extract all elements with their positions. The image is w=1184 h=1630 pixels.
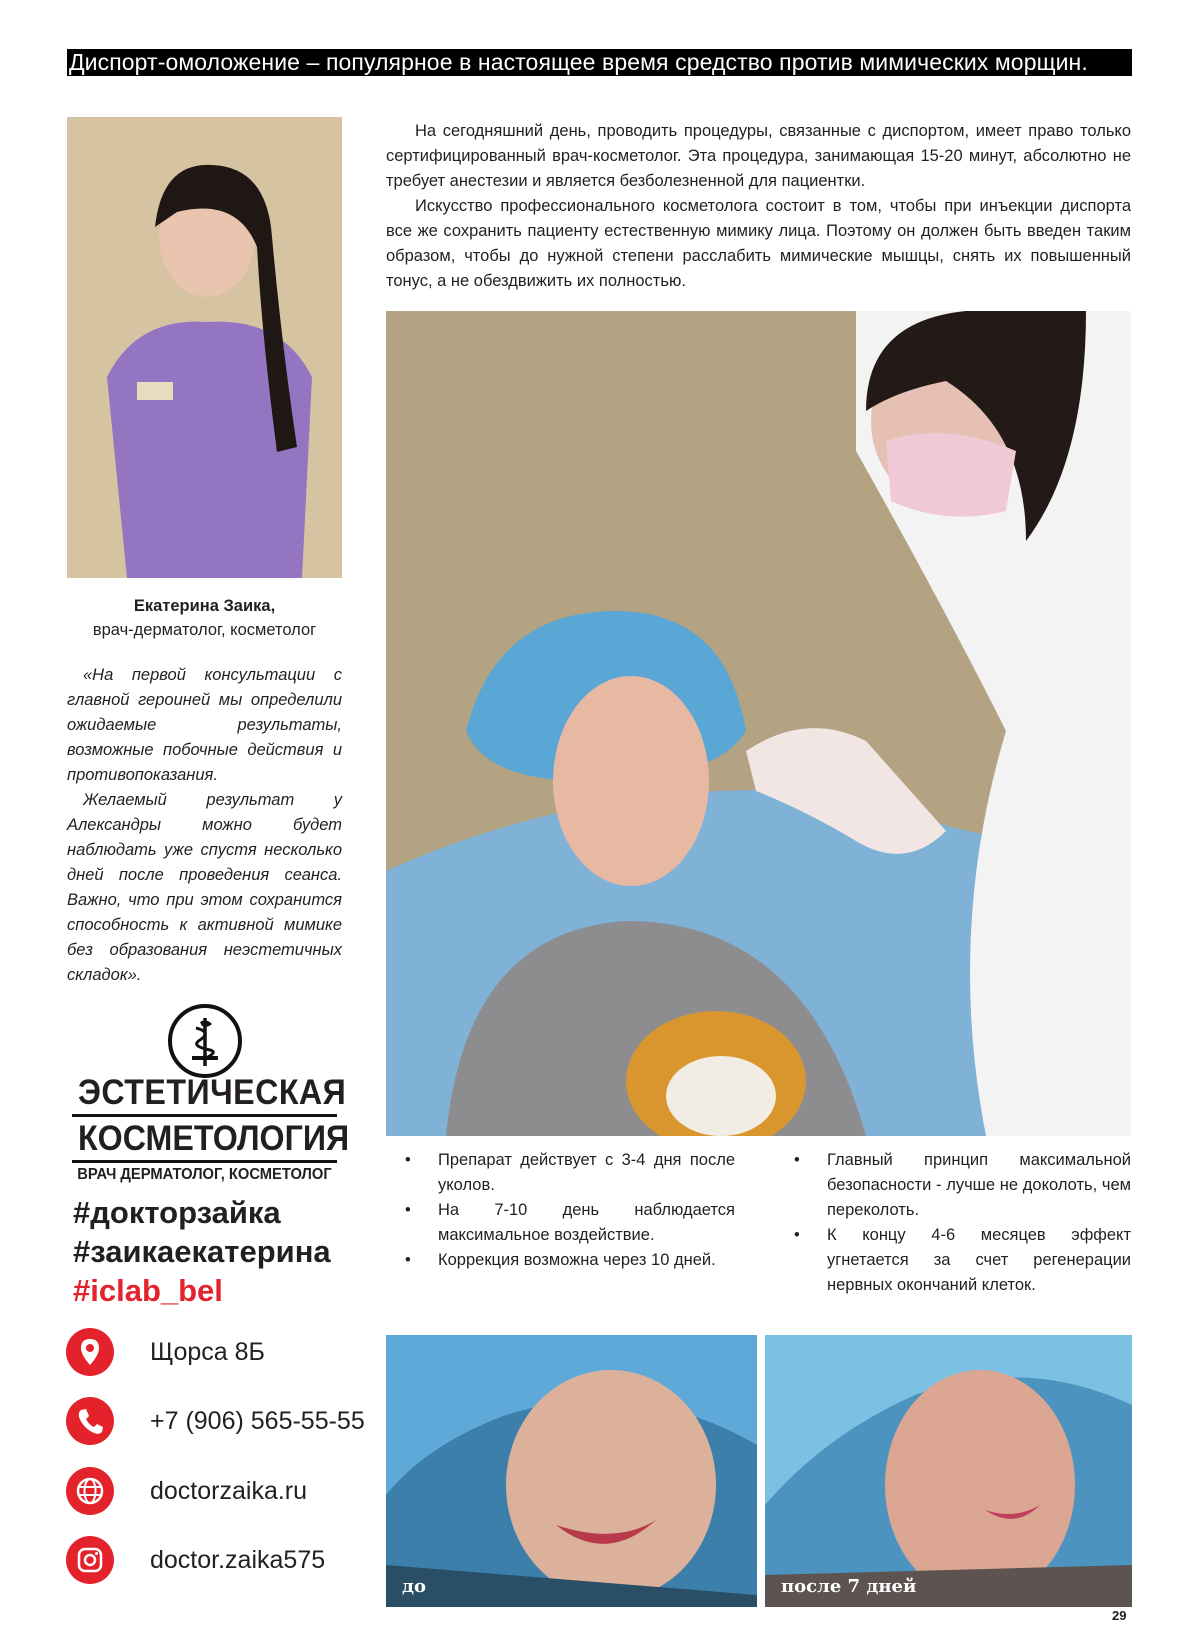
procedure-photo <box>386 311 1131 1136</box>
list-item: • Главный принцип максимальной безопасности - лучше не доколоть, чем переколоть. <box>794 1148 1131 1223</box>
instagram-icon <box>66 1536 114 1584</box>
effects-list-left <box>405 1148 735 1273</box>
article-paragraph: На сегодняшний день, проводить процедуры, связанные с диспортом, имеет право только сертифицированный врач-косметолог. Эта процедура, занимающая 15-20 минут, абсолютно не требует анестезии и является безболезненной для пациентки. <box>386 122 1131 190</box>
quote-paragraph: «На первой консультации с главной героиней мы определили ожидаемые результаты, возможные побочные действия и противопоказания. <box>67 666 342 784</box>
list-item: • К концу 4-6 месяцев эффект угнетается за счет регенерации нервных окончаний клеток. <box>794 1223 1131 1298</box>
after-caption: после 7 дней <box>781 1576 917 1597</box>
list-item: • Препарат действует с 3-4 дня после уколов. <box>405 1148 735 1198</box>
list-item: • Коррекция возможна через 10 дней. <box>405 1248 735 1273</box>
doctor-name: Екатерина Заика, <box>133 597 276 615</box>
page-number: 29 <box>1112 1608 1127 1623</box>
quote-paragraph: Желаемый результат у Александры можно будет наблюдать уже спустя несколько дней после проведения сеанса. Важно, что при этом сохранится способность к активной мимике без образования неэстетичных складок». <box>67 791 342 984</box>
logo-title-line2: КОСМЕТОЛОГИЯ <box>78 1119 350 1158</box>
contact-address: Щорса 8Б <box>150 1338 265 1366</box>
list-item: • На 7-10 день наблюдается максимальное воздействие. <box>405 1198 735 1248</box>
hashtag: #докторзайка <box>73 1195 281 1230</box>
doctor-quote <box>67 663 342 988</box>
before-photo <box>386 1335 757 1607</box>
doctor-portrait-photo <box>67 117 342 578</box>
contact-phone: +7 (906) 565-55-55 <box>150 1407 365 1435</box>
contact-instagram: doctor.zaika575 <box>150 1546 326 1574</box>
effects-list-right <box>794 1148 1131 1298</box>
after-photo <box>765 1335 1132 1607</box>
hashtag: #заикаекатерина <box>73 1234 331 1269</box>
article-text <box>386 119 1131 294</box>
phone-icon <box>66 1397 114 1445</box>
caduceus-logo-icon <box>168 1004 242 1078</box>
doctor-role: врач-дерматолог, косметолог <box>92 621 317 639</box>
logo-title-line1: ЭСТЕТИЧЕСКАЯ <box>78 1073 347 1112</box>
doctor-caption <box>67 594 342 642</box>
headline: Диспорт-омоложение – популярное в настоящее время средство против мимических морщин. <box>67 49 1132 76</box>
before-caption: до <box>402 1576 427 1597</box>
globe-icon <box>66 1467 114 1515</box>
logo-divider <box>72 1114 337 1117</box>
logo-subtitle: ВРАЧ ДЕРМАТОЛОГ, КОСМЕТОЛОГ <box>77 1166 332 1183</box>
logo-divider <box>72 1160 337 1163</box>
location-pin-icon <box>66 1328 114 1376</box>
article-paragraph: Искусство профессионального косметолога состоит в том, чтобы при инъекции диспорта все же сохранить пациенту естественную мимику лица. Поэтому он должен быть введен таким образом, чтобы до нужной степени расслабить мимические мышцы, снять их повышенный тонус, а не обездвижить их полностью. <box>386 197 1131 290</box>
hashtag: #iclab_bel <box>73 1273 223 1308</box>
contact-website: doctorzaika.ru <box>150 1477 308 1505</box>
